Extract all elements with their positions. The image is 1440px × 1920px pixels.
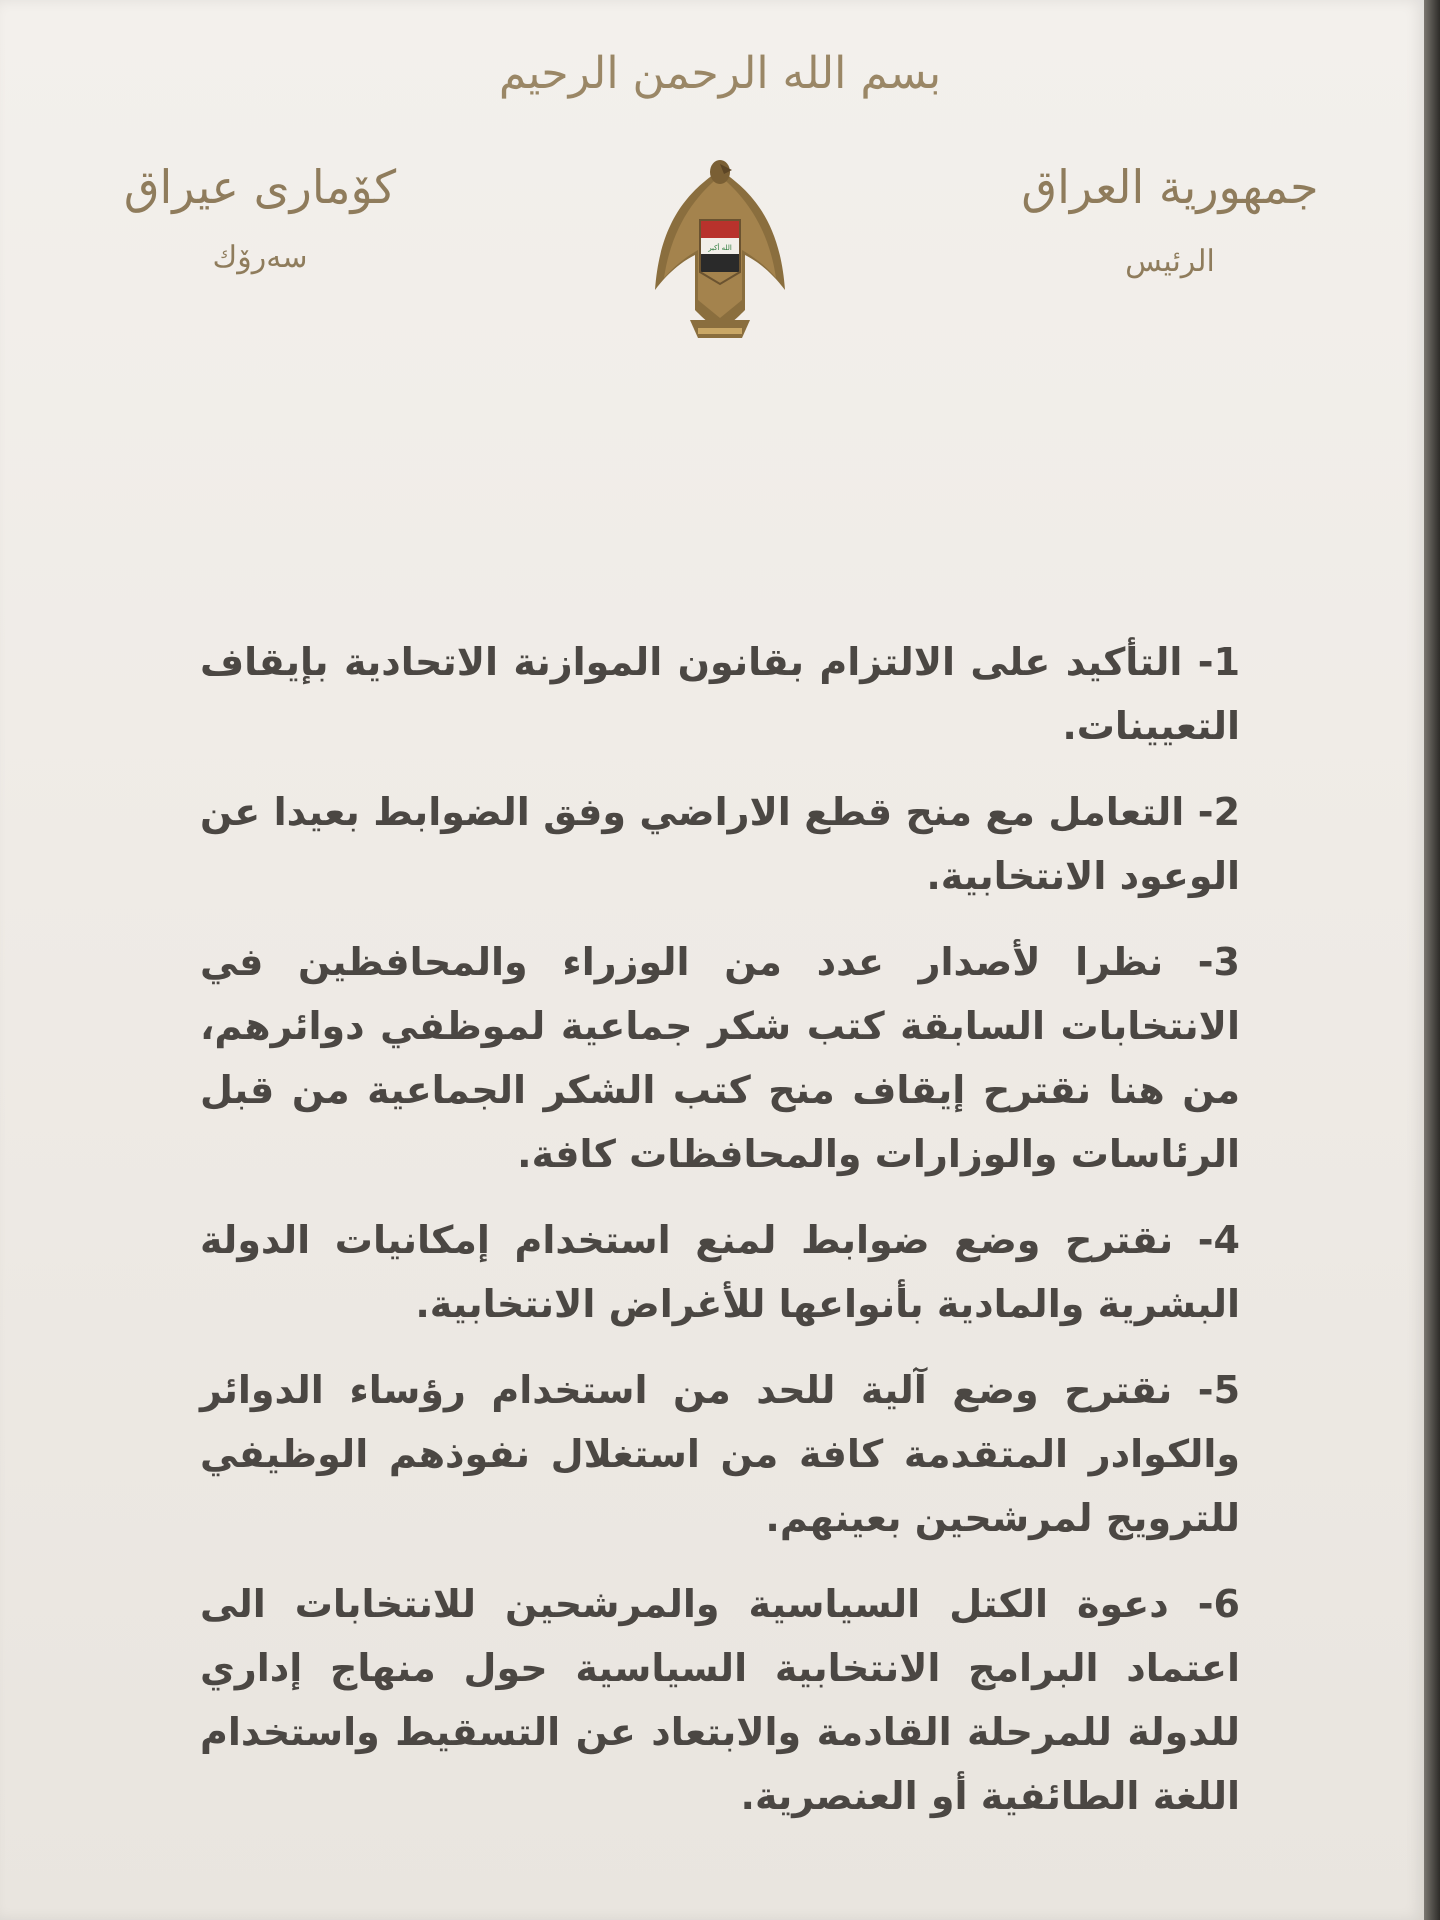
document-body [200, 630, 1240, 1850]
item-text: نقترح وضع ضوابط لمنع استخدام إمكانيات الدولة البشرية والمادية بأنواعها للأغراض الانتخابية. [200, 1218, 1240, 1326]
list-item [200, 1208, 1240, 1336]
item-number: 1- [1197, 640, 1241, 684]
item-text: نظرا لأصدار عدد من الوزراء والمحافظين في الانتخابات السابقة كتب شكر جماعية لموظفي دوائرهم، من هنا نقترح إيقاف منح كتب الشكر الجماعية من قبل الرئاسات والوزارات والمحافظات كافة. [200, 940, 1240, 1176]
page-edge-shadow [1424, 0, 1440, 1920]
list-item [200, 930, 1240, 1186]
list-item [200, 1358, 1240, 1550]
item-text: دعوة الكتل السياسية والمرشحين للانتخابات الى اعتماد البرامج الانتخابية السياسية حول منهاج إداري للدولة للمرحلة القادمة والابتعاد عن التسقيط واستخدام اللغة الطائفية أو العنصرية. [200, 1582, 1240, 1818]
list-item [200, 1572, 1240, 1828]
item-number: 5- [1197, 1368, 1241, 1412]
list-item [200, 780, 1240, 908]
kurdish-republic-title: كۆماری عیراق [123, 160, 397, 214]
svg-text:الله أكبر: الله أكبر [708, 244, 732, 252]
president-subtitle: الرئيس [1125, 244, 1215, 279]
iraq-eagle-emblem-icon [650, 150, 790, 350]
list-item [200, 630, 1240, 758]
kurdish-president-subtitle: سەرۆك [212, 240, 308, 275]
basmala-heading: بسم الله الرحمن الرحيم [498, 48, 942, 99]
item-number: 2- [1197, 790, 1241, 834]
item-number: 3- [1197, 940, 1240, 984]
item-text: التعامل مع منح قطع الاراضي وفق الضوابط بعيدا عن الوعود الانتخابية. [200, 790, 1240, 898]
republic-of-iraq-title: جمهورية العراق [1021, 160, 1319, 214]
item-text: التأكيد على الالتزام بقانون الموازنة الاتحادية بإيقاف التعيينات. [200, 640, 1240, 748]
item-number: 4- [1197, 1218, 1240, 1262]
item-text: نقترح وضع آلية للحد من استخدام رؤساء الدوائر والكوادر المتقدمة كافة من استغلال نفوذهم الوظيفي للترويج لمرشحين بعينهم. [200, 1368, 1240, 1540]
item-number: 6- [1197, 1582, 1240, 1626]
